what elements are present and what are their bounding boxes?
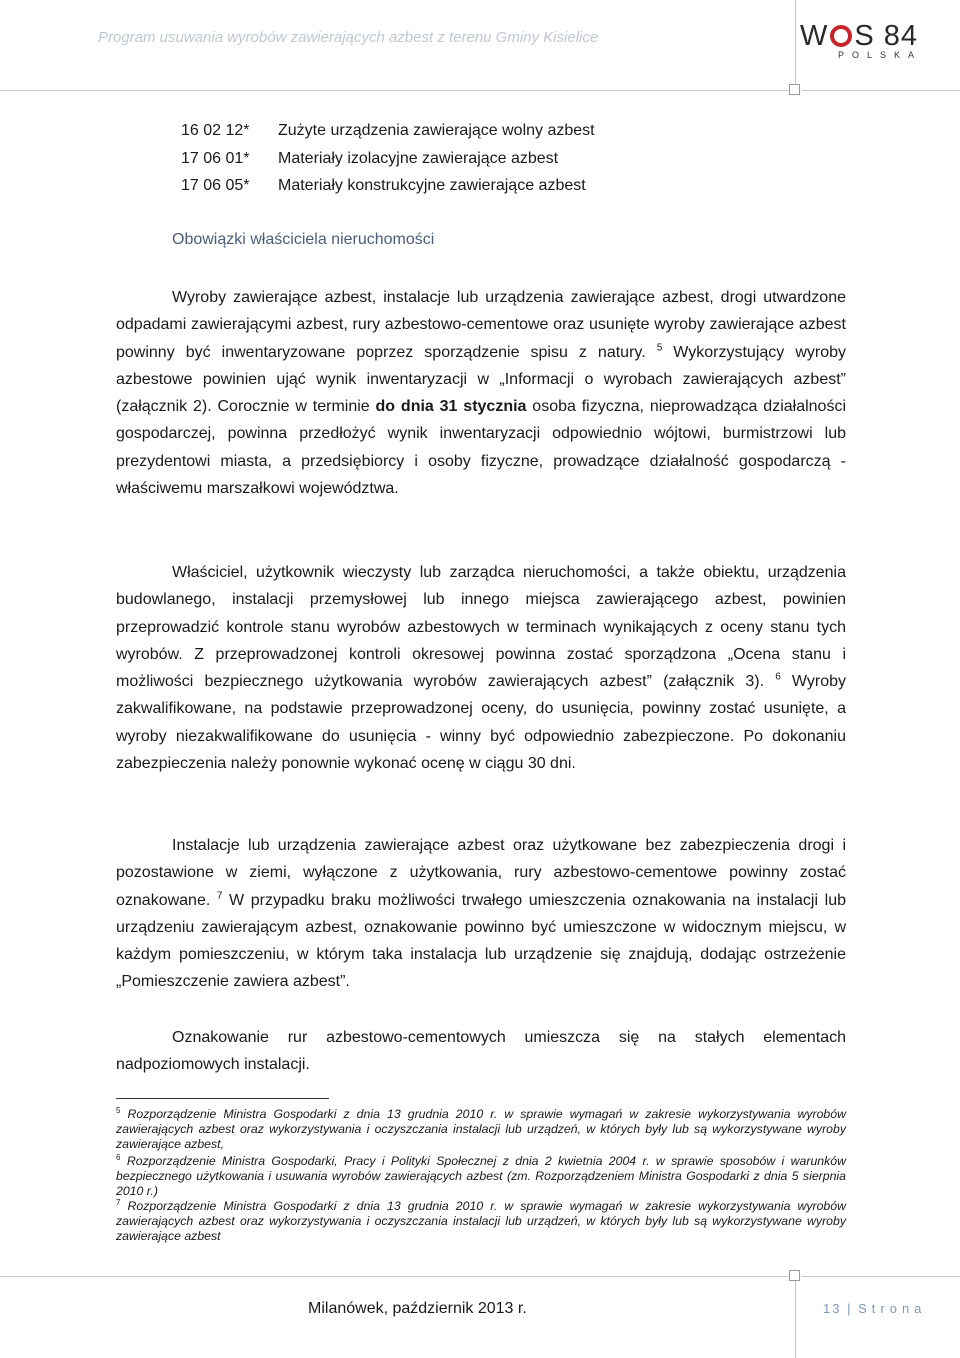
footnote-5: $^5$ Rozporządzenie Ministra Gospodarki z dnia 13 grudnia 2010 r. w sprawie wymagań w zakresie wykorzystywania wyrobów zawierających azbest oraz wykorzystywania i oczyszczania instalacji lub urządzeń, w których były lub są wykorzystywane wyroby zawierające azbest, — [116, 1105, 846, 1151]
footnote-ref[interactable]: 7 — [216, 890, 223, 902]
waste-code-row — [181, 122, 595, 140]
waste-code: 17 06 05* — [181, 177, 250, 194]
footnote-7: $^7$ Rozporządzenie Ministra Gospodarki z dnia 13 grudnia 2010 r. w sprawie wymagań w zakresie wykorzystywania wyrobów zawierających azbest oraz wykorzystywania i oczyszczania instalacji lub urządzeń, w których były lub są wykorzystywane wyroby zawierające azbest — [116, 1197, 846, 1243]
footnote-separator — [116, 1098, 329, 1099]
footer-divider — [0, 1276, 790, 1277]
header-divider-vertical — [795, 0, 796, 86]
footer-divider-right — [802, 1276, 960, 1277]
footnote-ref[interactable]: 5 — [656, 342, 663, 354]
footnote-ref[interactable]: 6 — [775, 671, 781, 683]
footer-divider-vertical — [795, 1276, 796, 1358]
document-header-title: Program usuwania wyrobów zawierających azbest z terenu Gminy Kisielice — [98, 29, 599, 46]
paragraph-inventory: Wyroby zawierające azbest, instalacje lub urządzenia zawierające azbest, drogi utwardzone odpadami zawierającymi azbest, rury azbestowo-cementowe oraz usunięte wyroby zawierające azbest powinny być inwentaryzowane poprzez sporządzenie spisu z natury. $^5$ Wykorzystujący wyroby azbestowe powinien ująć wynik inwentaryzacji w „Informacji o wyrobach zawierających azbest” (załącznik 2). Corocznie w terminie do dnia 31 stycznia osoba fizyczna, nieprowadząca działalności gospodarczej, powinna przedłożyć wynik inwentaryzacji odpowiednio wójtowi, burmistrzowi lub prezydentowi miasta, a przedsiębiorcy i osoby fizyczne, prowadzące działalność gospodarczą - właściwemu marszałkowi województwa. — [116, 289, 847, 498]
section-heading: Obowiązki właściciela nieruchomości — [172, 231, 435, 248]
header-divider-right — [802, 90, 960, 91]
page-number: 13 | Strona — [823, 1301, 927, 1316]
footnote-6: $^6$ Rozporządzenie Ministra Gospodarki, Pracy i Polityki Społecznej z dnia 2 kwietnia 2004 r. w sprawie sposobów i warunków bezpiecznego użytkowania i usuwania wyrobów zawierających azbest (zm. Rozporządzeniem Ministra Gospodarki z dnia 5 sierpnia 2010 r.) — [116, 1152, 846, 1198]
waste-description: Zużyte urządzenia zawierające wolny azbest — [278, 122, 595, 139]
waste-description: Materiały konstrukcyjne zawierające azbest — [278, 177, 586, 194]
waste-code: 17 06 01* — [181, 150, 250, 167]
header-corner-square — [789, 84, 800, 95]
footer-place-date: Milanówek, październik 2013 r. — [308, 1300, 527, 1317]
logo-e-glyph — [830, 25, 852, 47]
logo-subtitle: POLSKA — [838, 50, 923, 60]
logo-wordmark: W S 84 — [800, 20, 919, 52]
waste-code-row — [181, 177, 586, 195]
header-divider — [0, 90, 790, 91]
waste-description: Materiały izolacyjne zawierające azbest — [278, 150, 559, 167]
paragraph-marking: Instalacje lub urządzenia zawierające azbest oraz użytkowane bez zabezpieczenia drogi i pozostawione w ziemi, wyłączone z użytkowania, rury azbestowo-cementowe powinny zostać oznakowane. $^7$ W przypadku braku możliwości trwałego umieszczenia oznakowania na instalacji lub urządzeniu zawierającym azbest, oznakowanie powinno być umieszczone w widocznym miejscu, w każdym pomieszczeniu, w którym taka instalacja lub urządzenie się znajdują, dodając ostrzeżenie „Pomieszczenie zawiera azbest”. — [116, 837, 846, 991]
waste-code-row — [181, 150, 558, 168]
footer-corner-square — [789, 1270, 800, 1281]
paragraph-pipes: Oznakowanie rur azbestowo-cementowych umieszcza się na stałych elementach nadpoziomowych instalacji. — [116, 1029, 846, 1074]
waste-code: 16 02 12* — [181, 122, 250, 139]
paragraph-inspection: Właściciel, użytkownik wieczysty lub zarządca nieruchomości, a także obiektu, urządzenia budowlanego, instalacji przemysłowej lub innego miejsca zawierającego azbest, powinien przeprowadzić kontrole stanu wyrobów azbestowych w terminach wynikających z oceny stanu tych wyrobów. Z przeprowadzonej kontroli okresowej powinna zostać sporządzona „Ocena stanu i możliwości bezpiecznego użytkowania wyrobów zawierających azbest” (załącznik 3). $^6$ Wyroby zakwalifikowane, na podstawie przeprowadzonej oceny, do usunięcia, powinny zostać usunięte, a wyroby niezakwalifikowane do usunięcia - winny być odpowiednio zabezpieczone. Po dokonaniu zabezpieczenia należy ponownie wykonać ocenę w ciągu 30 dni. — [116, 564, 847, 773]
company-logo — [800, 20, 940, 64]
